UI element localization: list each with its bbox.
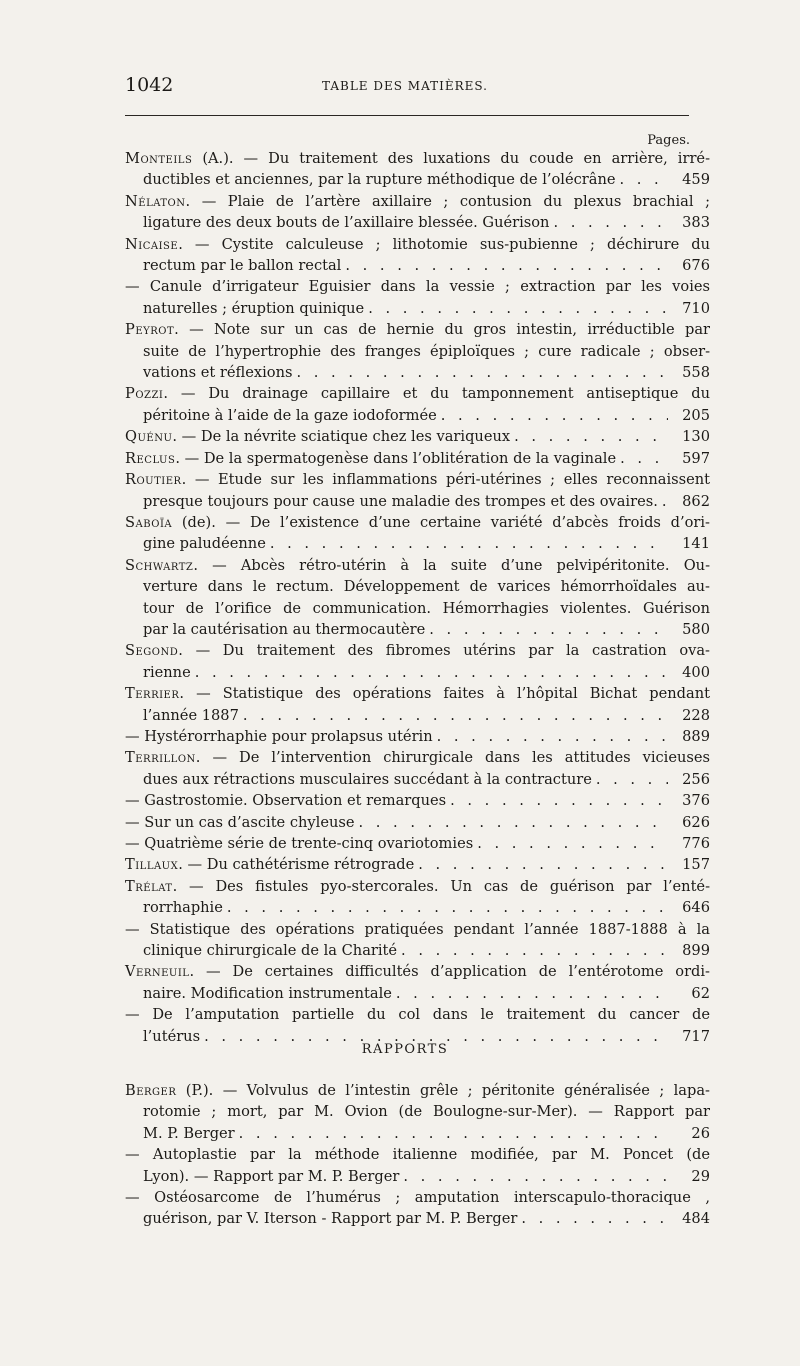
entry-title: clinique chirurgicale de la Charité (143, 942, 398, 960)
entry-line (125, 897, 710, 918)
entry-text (143, 662, 191, 683)
entry-text (125, 812, 354, 833)
entry-line (125, 383, 710, 404)
page-reference: 62 (691, 984, 710, 1002)
author-suffix: (de). (172, 513, 226, 531)
entry-text (143, 405, 437, 426)
dot-leader (227, 897, 668, 918)
entry-text (143, 298, 364, 319)
entry-title: — Du cathétérisme rétrograde (187, 856, 415, 874)
entry-line (125, 833, 710, 854)
dot-leader (514, 426, 668, 447)
entry-line (125, 448, 710, 469)
entry-text (143, 343, 710, 360)
entry-title: — Plaie de l’artère axillaire ; contusion du plexus brachial ; (201, 192, 710, 210)
index-entry (125, 683, 710, 726)
report-entries (125, 1080, 710, 1230)
page-number: 1042 (125, 74, 174, 96)
entry-text (125, 385, 710, 402)
entry-line (125, 1208, 710, 1229)
entry-line (125, 1187, 710, 1208)
dot-leader (368, 298, 668, 319)
author-name: Quénu (125, 428, 173, 446)
index-entry (125, 1187, 710, 1230)
dot-leader (418, 854, 668, 875)
page-reference: 717 (682, 1027, 710, 1045)
dot-leader (403, 1166, 668, 1187)
author-suffix: (A.). (192, 150, 244, 167)
dot-leader (596, 769, 668, 790)
entry-text (125, 854, 414, 875)
entry-title: rectum par le ballon rectal (143, 257, 342, 275)
index-entry (125, 448, 710, 469)
entry-line (125, 533, 710, 554)
entry-line (125, 747, 710, 768)
index-entries (125, 148, 710, 1047)
author-suffix: . (178, 856, 188, 874)
index-entry (125, 555, 710, 641)
index-entry (125, 426, 710, 447)
entry-text (143, 1208, 517, 1229)
entry-line (125, 555, 710, 576)
entry-title: — Ostéosarcome de l’humérus ; amputation interscapulo-thoracique , (125, 1189, 710, 1207)
page-reference: 228 (682, 706, 710, 724)
entry-title: — Quatrième série de trente-cinq ovariotomies (125, 835, 474, 852)
entry-title: naire. Modification instrumentale (143, 984, 392, 1002)
entry-title: — Gastrostomie. Observation et remarques (125, 792, 447, 810)
author-name: Tillaux (125, 856, 179, 874)
entry-title: Lyon). — Rapport par M. P. Berger (143, 1167, 400, 1185)
page-reference: 459 (682, 171, 710, 189)
entry-line (125, 169, 710, 190)
page-reference: 626 (682, 813, 710, 831)
index-entry (125, 876, 710, 919)
entry-text (143, 1123, 235, 1144)
author-name: Terrier (125, 685, 180, 703)
entry-line (125, 191, 710, 212)
page-reference: 376 (682, 792, 710, 810)
entry-title: par la cautérisation au thermocautère (143, 620, 426, 638)
entry-line (125, 619, 710, 640)
author-suffix: . (195, 749, 213, 767)
entry-line (125, 234, 710, 255)
entry-title: — De certaines difficultés d’application de l’entérotome ordi- (206, 963, 710, 981)
entry-text (125, 685, 710, 702)
entry-title: — Statistique des opérations pratiquées pendant l’année 1887-1888 à la (125, 920, 710, 938)
entry-text (125, 878, 710, 895)
entry-title: — De la spermatogenèse dans l’oblitération de la vaginale (184, 449, 617, 467)
dot-leader (429, 619, 668, 640)
entry-line (125, 341, 710, 362)
entry-title: — De la névrite sciatique chez les variqueux (181, 428, 511, 446)
dot-leader (620, 448, 668, 469)
page-reference: 383 (682, 214, 710, 232)
entry-line (125, 1101, 710, 1122)
dot-leader (345, 255, 668, 276)
index-entry (125, 276, 710, 319)
entry-title: dues aux rétractions musculaires succédant à la contracture (143, 770, 592, 788)
author-suffix: . (163, 385, 181, 403)
entry-line (125, 854, 710, 875)
index-entry (125, 191, 710, 234)
entry-text (125, 749, 710, 766)
entry-line (125, 662, 710, 683)
entry-text (125, 790, 446, 811)
entry-text (125, 471, 710, 488)
entry-line (125, 362, 710, 383)
entry-text (125, 1006, 710, 1023)
entry-line (125, 919, 710, 940)
author-name: Pozzi (125, 385, 164, 403)
page-reference: 484 (682, 1210, 710, 1228)
entry-text (125, 278, 710, 295)
author-suffix: . (178, 642, 196, 660)
entry-title: — De l’existence d’une certaine variété d’abcès froids d’ori- (225, 513, 710, 531)
author-suffix: (P.). (176, 1082, 223, 1099)
entry-line (125, 212, 710, 233)
dot-leader (521, 1208, 668, 1229)
dot-leader (450, 790, 668, 811)
author-name: Nélaton (125, 192, 186, 210)
entry-text (143, 212, 549, 233)
entry-title: — Autoplastie par la méthode italienne modifiée, par M. Poncet (de (125, 1146, 710, 1164)
author-name: Schwartz (125, 556, 194, 574)
page-reference: 205 (682, 406, 710, 424)
entry-text (143, 362, 293, 383)
entry-text (125, 557, 710, 574)
entry-title: rotomie ; mort, par M. Ovion (de Boulogne-sur-Mer). — Rapport par (143, 1103, 710, 1121)
entry-text (125, 642, 710, 659)
entry-line (125, 319, 710, 340)
entry-title: — Du traitement des luxations du coude en arrière, irré- (243, 150, 710, 167)
entry-text (125, 193, 710, 210)
entry-title: — Etude sur les inflammations péri-utérines ; elles reconnaissent (194, 471, 710, 489)
dot-leader (239, 1123, 668, 1144)
entry-title: — Abcès rétro-utérin à la suite d’une pelvipéritonite. Ou- (212, 556, 710, 574)
entry-title: gine paludéenne (143, 535, 266, 553)
author-suffix: . (189, 963, 207, 981)
entry-text (125, 514, 710, 531)
page-reference: 29 (691, 1167, 710, 1185)
author-suffix: . (172, 877, 190, 895)
entry-line (125, 255, 710, 276)
entry-line (125, 940, 710, 961)
dot-leader (358, 812, 668, 833)
page-reference: 400 (682, 663, 710, 681)
running-title: TABLE DES MATIÈRES. (322, 79, 488, 93)
entry-title: — Cystite calculeuse ; lithotomie sus-pubienne ; déchirure du (194, 235, 711, 253)
entry-text (143, 897, 223, 918)
dot-leader (477, 833, 668, 854)
index-entry (125, 790, 710, 811)
entry-text (125, 426, 510, 447)
entry-line (125, 961, 710, 982)
entry-line (125, 469, 710, 490)
page-reference: 597 (682, 449, 710, 467)
page-reference: 676 (682, 257, 710, 275)
entry-title: rienne (143, 663, 191, 681)
entry-text (125, 1146, 710, 1163)
author-suffix: . (175, 449, 185, 467)
entry-title: presque toujours pour cause une maladie des trompes et des ovaires. (143, 492, 658, 510)
entry-title: — Statistique des opérations faites à l’hôpital Bichat pendant (196, 685, 710, 703)
dot-leader (553, 212, 668, 233)
entry-text (143, 600, 710, 617)
index-entry (125, 919, 710, 962)
entry-line (125, 512, 710, 533)
entry-line (125, 1166, 710, 1187)
entry-title: — Note sur un cas de hernie du gros intestin, irréductible par (189, 321, 710, 339)
author-name: Nicaise (125, 235, 179, 253)
entry-line (125, 491, 710, 512)
entry-title: — De l’amputation partielle du col dans le traitement du cancer de (125, 1006, 710, 1024)
index-entry (125, 726, 710, 747)
index-entry (125, 747, 710, 790)
dot-leader (195, 662, 668, 683)
page-reference: 141 (682, 535, 710, 553)
entry-title: l’utérus (143, 1027, 201, 1045)
author-name: Segond (125, 642, 179, 660)
entry-title: verture dans le rectum. Développement de varices hémorrhoïdales au- (143, 578, 710, 596)
entry-title: — Hystérorrhaphie pour prolapsus utérin (125, 727, 433, 745)
page-reference: 862 (682, 492, 710, 510)
entry-title: — Des fistules pyo-stercorales. Un cas de guérison par l’enté- (189, 877, 710, 895)
entry-text (125, 448, 616, 469)
entry-line (125, 726, 710, 747)
index-entry (125, 833, 710, 854)
page-reference: 776 (682, 835, 710, 852)
entry-text (143, 255, 341, 276)
entry-line (125, 405, 710, 426)
entry-line (125, 812, 710, 833)
entry-text (143, 940, 397, 961)
entry-text (125, 150, 710, 167)
author-name: Routier (125, 471, 182, 489)
author-name: Terrillon (125, 749, 196, 767)
page-reference: 130 (682, 428, 710, 446)
author-suffix: . (181, 471, 195, 489)
entry-text (125, 1189, 710, 1206)
entry-line (125, 769, 710, 790)
author-name: Reclus (125, 449, 176, 467)
entry-title: — De l’intervention chirurgicale dans les attitudes vicieuses (212, 749, 710, 767)
entry-title: péritoine à l’aide de la gaze iodoformée (143, 406, 437, 424)
page-header (125, 74, 685, 104)
entry-line (125, 426, 710, 447)
page-reference: 558 (682, 364, 710, 382)
entry-title: guérison, par V. Iterson - Rapport par M. P. Berger (143, 1210, 518, 1228)
entry-text (143, 1166, 399, 1187)
dot-leader (620, 169, 669, 190)
author-suffix: . (185, 192, 202, 210)
index-entry (125, 812, 710, 833)
entry-line (125, 1123, 710, 1144)
page-reference: 899 (682, 942, 710, 960)
entry-text (125, 963, 710, 980)
entry-title: rorrhaphie (143, 899, 223, 917)
entry-text (125, 726, 433, 747)
entry-text (143, 1103, 710, 1120)
index-entry (125, 961, 710, 1004)
page-reference: 580 (682, 620, 710, 638)
entry-title: naturelles ; éruption quinique (143, 299, 365, 317)
entry-text (125, 321, 710, 338)
index-entry (125, 1080, 710, 1144)
header-rule (125, 115, 689, 116)
entry-line (125, 1004, 710, 1025)
author-name: Saboïa (125, 513, 173, 531)
index-entry (125, 640, 710, 683)
entry-text (143, 705, 239, 726)
entry-title: — Sur un cas d’ascite chyleuse (125, 813, 355, 831)
entry-text (125, 921, 710, 938)
page-reference: 710 (682, 299, 710, 317)
dot-leader (401, 940, 668, 961)
entry-text (143, 619, 425, 640)
page-reference: 256 (682, 770, 710, 788)
entry-text (143, 983, 392, 1004)
entry-text (143, 578, 710, 595)
dot-leader (297, 362, 669, 383)
author-name: Trélat (125, 877, 173, 895)
dot-leader (243, 705, 668, 726)
page-reference: 889 (682, 727, 710, 745)
author-suffix: . (178, 235, 195, 253)
entry-text (125, 833, 473, 854)
author-suffix: . (174, 321, 190, 339)
entry-text (143, 533, 266, 554)
entry-title: — Du drainage capillaire et du tamponnement antiseptique du (180, 385, 711, 403)
author-suffix: . (179, 685, 197, 703)
entry-text (143, 491, 658, 512)
index-entry (125, 1144, 710, 1187)
entry-line (125, 983, 710, 1004)
entry-text (125, 236, 710, 253)
index-entry (125, 854, 710, 875)
entry-text (125, 1082, 710, 1099)
entry-line (125, 598, 710, 619)
entry-line (125, 876, 710, 897)
entry-title: tour de l’orifice de communication. Hémorrhagies violentes. Guérison (143, 599, 710, 617)
entry-title: — Canule d’irrigateur Eguisier dans la vessie ; extraction par les voies (125, 278, 710, 296)
dot-leader (270, 533, 668, 554)
entry-line (125, 298, 710, 319)
index-entry (125, 512, 710, 555)
author-name: Monteils (125, 150, 193, 167)
entry-line (125, 1144, 710, 1165)
dot-leader (662, 491, 668, 512)
entry-title: M. P. Berger (143, 1124, 235, 1142)
author-name: Verneuil (125, 963, 190, 981)
dot-leader (437, 726, 668, 747)
page-reference: 157 (682, 856, 710, 874)
index-entry (125, 1004, 710, 1047)
entry-title: — Du traitement des fibromes utérins par la castration ova- (195, 642, 710, 660)
entry-line (125, 1080, 710, 1101)
entry-title: — Volvulus de l’intestin grêle ; péritonite généralisée ; lapa- (222, 1082, 710, 1099)
entry-line (125, 683, 710, 704)
entry-line (125, 148, 710, 169)
dot-leader (441, 405, 668, 426)
author-name: Peyrot (125, 321, 175, 339)
entry-title: vations et réflexions (143, 364, 293, 382)
index-entry (125, 234, 710, 277)
section-heading: RAPPORTS (361, 1042, 449, 1057)
entry-line (125, 790, 710, 811)
author-suffix: . (193, 556, 213, 574)
entry-text (143, 769, 592, 790)
page-reference: 646 (682, 899, 710, 917)
index-entry (125, 148, 710, 191)
entry-line (125, 576, 710, 597)
author-name: Berger (125, 1082, 177, 1099)
page-reference: 26 (691, 1124, 710, 1142)
index-entry (125, 383, 710, 426)
index-entry (125, 319, 710, 383)
dot-leader (396, 983, 668, 1004)
author-suffix: . (172, 428, 182, 446)
entry-title: ligature des deux bouts de l’axillaire blessée. Guérison (143, 214, 550, 232)
entry-title: suite de l’hypertrophie des franges épiploïques ; cure radicale ; obser- (143, 342, 710, 360)
entry-line (125, 705, 710, 726)
index-entry (125, 469, 710, 512)
entry-text (143, 169, 616, 190)
pages-column-label: Pages. (647, 133, 690, 148)
entry-line (125, 640, 710, 661)
entry-title: ductibles et anciennes, par la rupture méthodique de l’olécrâne (143, 171, 616, 189)
entry-title: l’année 1887 (143, 706, 239, 724)
entry-line (125, 276, 710, 297)
